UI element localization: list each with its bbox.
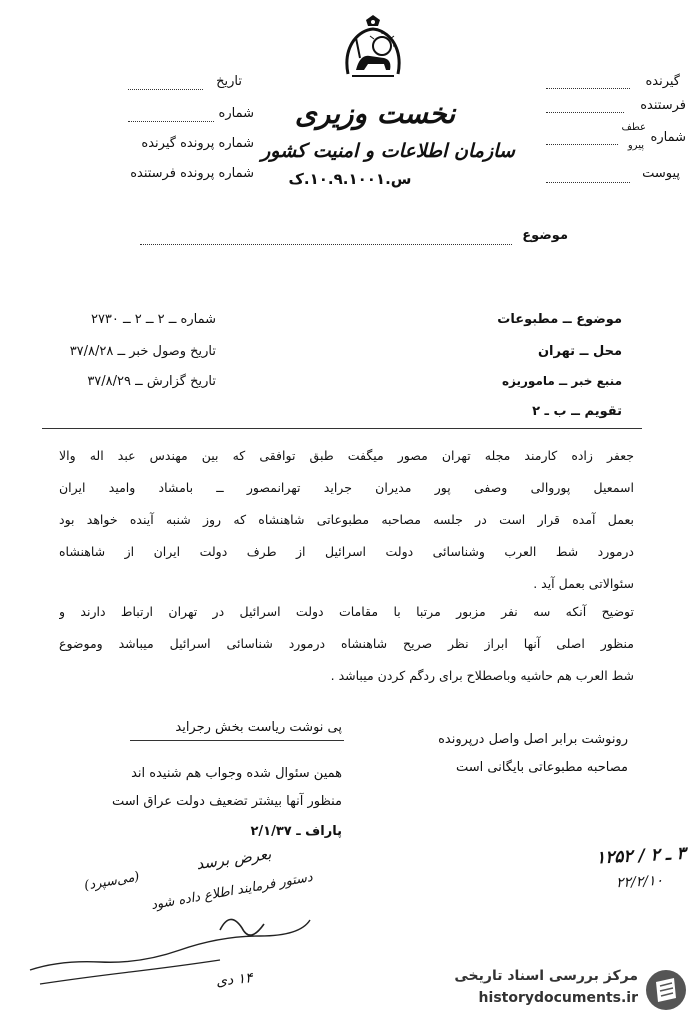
subject-label: موضوع (522, 228, 568, 243)
form-date-label: تاریخ (216, 74, 242, 89)
meta-subject: موضوع ــ مطبوعات (497, 312, 622, 327)
form-number-label: شماره (650, 130, 686, 145)
handwritten-note-2: دستور فرمایند اطلاع داده شود (149, 869, 314, 914)
form-follow-label: پیرو (627, 140, 644, 151)
handwritten-note-4: ۱۴ دی (215, 970, 254, 990)
body-line-2: اسمعیل پوروالی وصفی پور مدیران جراید تهرانمصور ــ بامشاد وامید ایران (59, 480, 634, 495)
body-line-7: منظور اصلی آنها ابراز نظر صریح شاهنشاه درمورد شناسائی اسرائیل میباشد وموضوع (59, 636, 634, 651)
letterhead-org: سازمان اطلاعات و امنیت کشور (261, 140, 515, 162)
note-heading: پی نوشت ریاست بخش رجراید (175, 720, 342, 735)
meta-source: منبع خبر ــ ماموریزه (501, 374, 622, 388)
copy-note-line-2: مصاحبه مطبوعاتی بایگانی است (455, 760, 628, 775)
form-recipient-file-label: شماره پرونده گیرنده (141, 136, 254, 151)
body-line-3: بعمل آمده قرار است در جلسه مصاحبه مطبوعاتی شاهنشاه که روز شنبه آینده خواهد بود (59, 512, 634, 527)
form-recipient-line (546, 88, 630, 89)
handwritten-scribble (20, 900, 320, 990)
handwritten-note-3: (می‌سپرد) (83, 869, 141, 894)
form-left-number-label: شماره (218, 106, 254, 121)
form-sender-label: فرستنده (640, 98, 686, 113)
watermark-title: مرکز بررسی اسناد تاریخی (454, 968, 638, 984)
form-left-number-line (128, 121, 214, 122)
meta-received-date: تاریخ وصول خبر ــ ۳۷/۸/۲۸ (69, 344, 216, 359)
note-signature: پاراف ـ ۲/۱/۳۷ (250, 824, 342, 839)
form-attachment-label: پیوست (642, 166, 680, 181)
form-recipient-label: گیرنده (645, 74, 680, 89)
form-number-line (546, 144, 618, 145)
body-line-6: توضیح آنکه سه نفر مزبور مرتبا با مقامات دولت اسرائیل در تهران ارتباط دارند و (59, 604, 634, 619)
body-line-1: جعفر زاده کارمند مجله تهران مصور میگفت طبق توافقی که بین مهندس عبد اله والا (59, 448, 634, 463)
meta-place: محل ــ تهران (537, 344, 622, 359)
subject-line (140, 244, 512, 245)
body-line-4: درمورد شط العرب وشناسائی دولت اسرائیل از طرف دولت ایران از شاهنشاه (59, 544, 634, 559)
handwritten-file-number: ۳ ـ ۲ / ۱۲۵۲ (595, 843, 687, 869)
note-line-1: همین سئوال شده وجواب هم شنیده اند (131, 766, 342, 781)
watermark-logo-icon (644, 968, 688, 1012)
meta-divider (42, 428, 642, 429)
form-attachment-line (546, 182, 630, 183)
form-atf-label: عطف (621, 122, 646, 133)
note-heading-underline (130, 740, 344, 741)
handwritten-file-date: ۲۲/۲/۱۰ (615, 872, 664, 892)
form-sender-line (546, 112, 624, 113)
body-line-8: شط العرب هم حاشیه وباصطلاح برای ردگم کردن میباشد . (330, 668, 634, 683)
watermark (442, 966, 692, 1014)
letterhead-title: نخست وزیری (294, 97, 456, 130)
note-line-2: منظور آنها بیشتر تضعیف دولت عراق است (112, 794, 342, 809)
body-line-5: سئوالاتی بعمل آید . (533, 576, 634, 591)
meta-number: شماره ــ ۲ ــ ۲ ــ ۲۷۳۰ (90, 312, 216, 327)
handwritten-note-1: بعرض برسد (195, 844, 273, 874)
watermark-url: historydocuments.ir (478, 990, 638, 1006)
form-sender-file-label: شماره پرونده فرستنده (130, 166, 254, 181)
form-date-line (128, 89, 203, 90)
copy-note-line-1: رونوشت برابر اصل واصل درپرونده (438, 732, 628, 747)
meta-report-date: تاریخ گزارش ــ ۳۷/۸/۲۹ (87, 374, 216, 389)
lion-sun-emblem-icon (338, 14, 408, 86)
meta-rating: تقویم ــ ب ـ ۲ (532, 404, 622, 419)
letterhead-code: س.۱۰.۹.۱۰۰۱.ک (288, 170, 412, 188)
